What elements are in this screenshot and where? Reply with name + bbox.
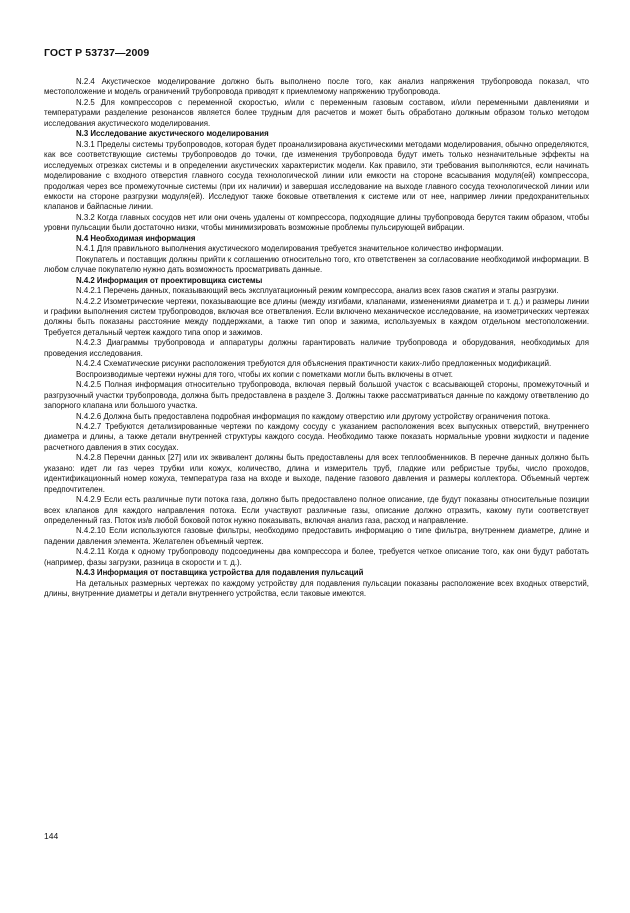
section-heading: N.4.2 Информация от проектировщика системы xyxy=(76,275,263,285)
paragraph: Воспроизводимые чертежи нужны для того, чтобы их копии с пометками могли быть включены в отчет. xyxy=(76,369,453,379)
paragraph: N.3.1 Пределы системы трубопроводов, которая будет проанализирована акустическими методами моделирования, обычно определяются, как все соответствующие системы трубопроводов до точки, где изменения трубопровода будут иметь только незначительные эффекты на исследуемых отрезках системы и в определении акустических характеристик модели. Как правило, эти требования выполняются, если начинать моделирование с входного отверстия главного сосуда технологической линии или емкости на стороне всасывания модуля(ей) компрессора, продолжая через все промежуточные системы (при их наличии) и завершая исследование на выходе главного сосуда технологической линии или емкости на стороне разгрузки модуля(ей). Исследуют также боковые ответвления к системе или от нее, например линии предохранительных клапанов и байпасные линии. xyxy=(44,139,589,212)
paragraph: N.4.2.1 Перечень данных, показывающий весь эксплуатационный режим компрессора, анализ всех газов сжатия и этапы разгрузки. xyxy=(76,286,559,296)
paragraph: N.4.2.4 Схематические рисунки расположения требуются для объяснения практичности каких-либо предложенных модификаций. xyxy=(76,359,552,369)
standard-header: ГОСТ Р 53737—2009 xyxy=(44,47,150,59)
paragraph: N.3.2 Когда главных сосудов нет или они очень удалены от компрессора, подходящие длины трубопровода берутся таким образом, чтобы уровни пульсации были достаточно низки, чтобы минимизировать возможные проблемы пульсирующей вибрации. xyxy=(44,212,589,233)
paragraph: N.4.1 Для правильного выполнения акустического моделирования требуется значительное количество информации. xyxy=(76,244,504,254)
section-heading: N.4.3 Информация от поставщика устройства для подавления пульсаций xyxy=(76,568,364,578)
paragraph: N.4.2.2 Изометрические чертежи, показывающие все длины (между изгибами, клапанами, изменениями диаметра и т. д.) и размеры линии и графики выполнения систем трубопроводов, включая все ответвления. Если включено механическое исследование, на изометрических чертежах должны быть показаны расстояние между поддержками, а также тип опор и зажима, используемых в каждом отдельном местоположении. Требуется детальный чертеж каждого типа опор и зажимов. xyxy=(44,296,589,337)
paragraph: N.4.2.11 Когда к одному трубопроводу подсоединены два компрессора и более, требуется четкое описание того, как они будут работать (например, фазы загрузки, разница в скорости и т. д.). xyxy=(44,547,589,567)
paragraph: N.4.2.7 Требуются детализированные чертежи по каждому сосуду с указанием расположения всех выпускных отверстий, внутреннего диаметра и длины, а также детали внутренней структуры каждого сосуда. Необходимо также показать нормальные уровни жидкости и падение расчетного давления в этих сосудах. xyxy=(44,421,589,452)
paragraph: N.4.2.10 Если используются газовые фильтры, необходимо предоставить информацию о типе фильтра, внутреннем диаметре, длине и падении давления элемента. Желателен объемный чертеж. xyxy=(44,526,589,546)
paragraph: N.4.2.9 Если есть различные пути потока газа, должно быть предоставлено полное описание, где будут показаны относительные позиции всех клапанов для каждого направления потока. Если участвуют различные газы, описание должно отразить, какому пути соответствует определенный газ. Поток из/в любой боковой поток нужно показывать, включая анализ газа, расход и направление. xyxy=(44,495,589,526)
paragraph: Покупатель и поставщик должны прийти к соглашению относительно того, кто ответственен за согласование необходимой информации. В любом случае покупателю нужно дать возможность просматривать данные. xyxy=(44,254,589,275)
paragraph: N.4.2.8 Перечни данных [27] или их эквивалент должны быть предоставлены для всех теплообменников. В перечне данных должно быть указано: идет ли газ через трубки или кожух, количество, длина и измеритель труб, гладкие или ребристые трубы, число проходов, идентификационный номер кожуха, температура газа на входе и выходе, падение газового давления и размеры коллектора. Объемный чертеж предпочтителен. xyxy=(44,453,589,494)
section-heading: N.3 Исследование акустического моделирования xyxy=(76,129,269,139)
paragraph: N.4.2.6 Должна быть предоставлена подробная информация по каждому отверстию или другому устройству ограничения потока. xyxy=(76,411,551,421)
paragraph: N.2.5 Для компрессоров с переменной скоростью, и/или с переменным газовым составом, и/или переменными давлениями и температурами разделение резонансов является более трудным для расчетов и может быть обработано должным образом только методом исследования акустического моделирования. xyxy=(44,97,589,128)
page-number: 144 xyxy=(44,831,59,841)
paragraph: N.4.2.5 Полная информация относительно трубопровода, включая первый большой участок с всасывающей стороны, промежуточный и разгрузочный участки трубопровода, должна быть предоставлена в разделе 3. Должны также рассматриваться данные по каждому ответвлению до запорного клапана или большого участка. xyxy=(44,380,589,411)
section-heading: N.4 Необходимая информация xyxy=(76,233,196,243)
paragraph: N.4.2.3 Диаграммы трубопровода и аппаратуры должны гарантировать наличие трубопровода и оборудования, необходимых для проведения исследования. xyxy=(44,338,589,358)
paragraph: N.2.4 Акустическое моделирование должно быть выполнено после того, как анализ напряжения трубопровода показал, что местоположение и модель ограничений трубопровода приводят к приемлемому напряжению трубопровода. xyxy=(44,77,589,97)
paragraph: На детальных размерных чертежах по каждому устройству для подавления пульсации показаны расположение всех входных отверстий, длины, внутренние диаметры и детали внутреннего устройства, если таковые имеются. xyxy=(44,578,589,599)
document-body xyxy=(44,77,589,600)
